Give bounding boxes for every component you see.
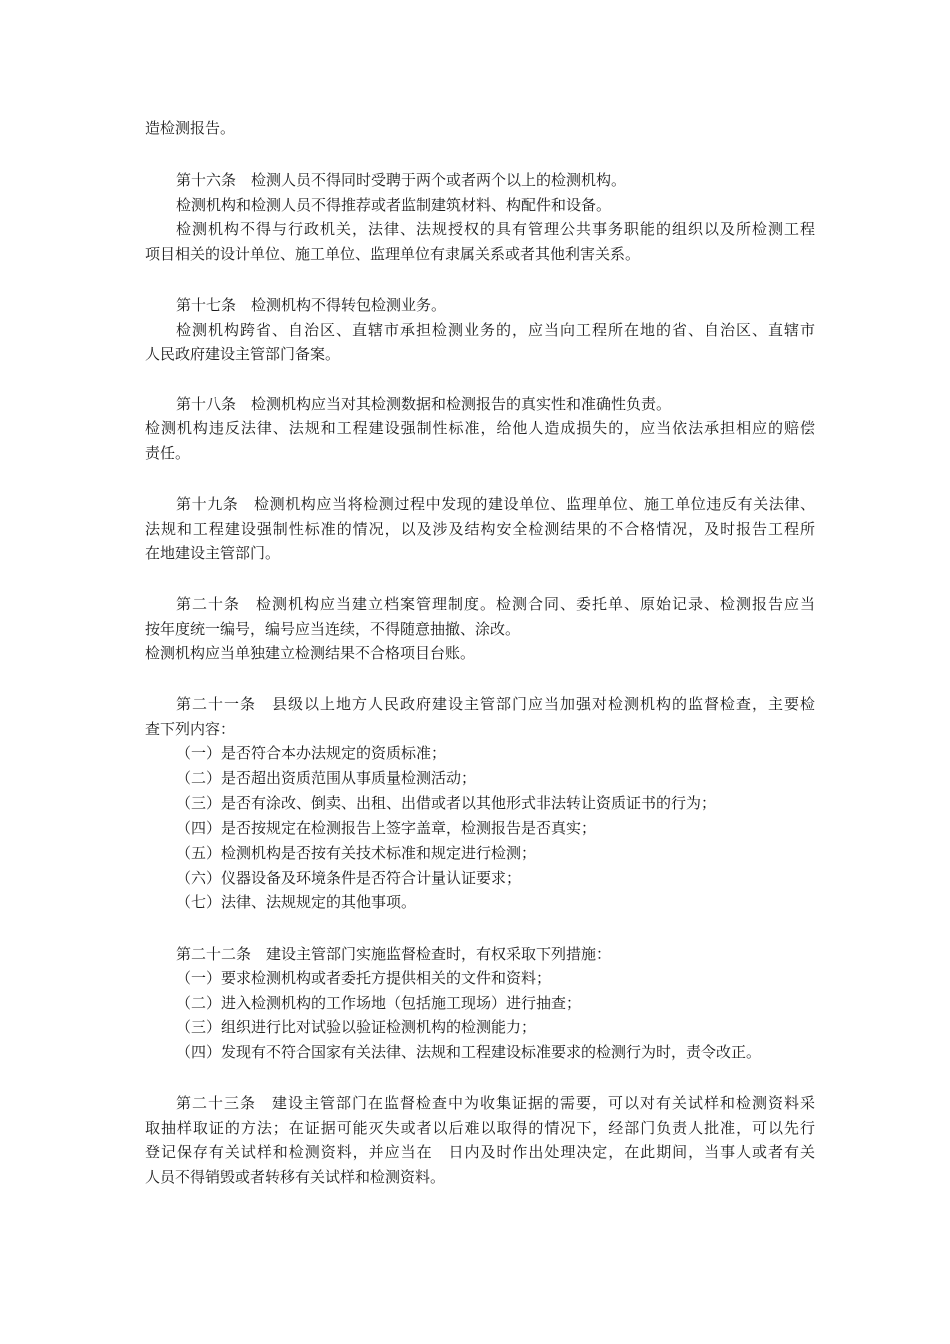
article-21-para: 查下列内容： [145, 720, 236, 738]
article-23-heading: 第二十三条 建设主管部门在监督检查中为收集证据的需要，可以对有关试样和检测资料采 [176, 1094, 815, 1112]
list-item: （二）进入检测机构的工作场地（包括施工现场）进行抽查； [176, 994, 582, 1012]
list-item: （二）是否超出资质范围从事质量检测活动； [176, 769, 477, 787]
article-16-heading: 第十六条 检测人员不得同时受聘于两个或者两个以上的检测机构。 [176, 171, 627, 189]
article-23-para: 取抽样取证的方法；在证据可能灭失或者以后难以取得的情况下，经部门负责人批准，可以先行 [145, 1119, 815, 1137]
list-item: （三）组织进行比对试验以验证检测机构的检测能力； [176, 1018, 537, 1036]
article-18-heading: 第十八条 检测机构应当对其检测数据和检测报告的真实性和准确性负责。 [176, 395, 672, 413]
article-18-para: 检测机构违反法律、法规和工程建设强制性标准，给他人造成损失的，应当依法承担相应的赔偿 [145, 419, 815, 437]
list-item: （一）是否符合本办法规定的资质标准； [176, 744, 447, 762]
list-item: （七）法律、法规规定的其他事项。 [176, 893, 417, 911]
article-22-heading: 第二十二条 建设主管部门实施监督检查时，有权采取下列措施： [176, 945, 612, 963]
list-item: （五）检测机构是否按有关技术标准和规定进行检测； [176, 844, 537, 862]
article-23-para: 登记保存有关试样和检测资料，并应当在 日内及时作出处理决定，在此期间，当事人或者有关 [145, 1143, 815, 1161]
article-21-heading: 第二十一条 县级以上地方人民政府建设主管部门应当加强对检测机构的监督检查，主要检 [176, 695, 815, 713]
article-16-para: 检测机构和检测人员不得推荐或者监制建筑材料、构配件和设备。 [176, 196, 612, 214]
article-16-para: 项目相关的设计单位、施工单位、监理单位有隶属关系或者其他利害关系。 [145, 245, 641, 263]
article-20-para: 按年度统一编号，编号应当连续，不得随意抽撤、涂改。 [145, 620, 521, 638]
article-17-heading: 第十七条 检测机构不得转包检测业务。 [176, 296, 447, 314]
list-item: （六）仪器设备及环境条件是否符合计量认证要求； [176, 869, 522, 887]
article-17-para: 人民政府建设主管部门备案。 [145, 345, 341, 363]
article-19-para: 法规和工程建设强制性标准的情况，以及涉及结构安全检测结果的不合格情况，及时报告工程所 [145, 520, 815, 538]
list-item: （一）要求检测机构或者委托方提供相关的文件和资料； [176, 969, 552, 987]
article-15-continuation: 造检测报告。 [145, 119, 236, 137]
list-item: （四）是否按规定在检测报告上签字盖章，检测报告是否真实； [176, 819, 597, 837]
article-19-heading: 第十九条 检测机构应当将检测过程中发现的建设单位、监理单位、施工单位违反有关法律、 [176, 495, 815, 513]
article-16-para: 检测机构不得与行政机关，法律、法规授权的具有管理公共事务职能的组织以及所检测工程 [176, 220, 815, 238]
article-17-para: 检测机构跨省、自治区、直辖市承担检测业务的，应当向工程所在地的省、自治区、直辖市 [176, 321, 815, 339]
article-20-para: 检测机构应当单独建立检测结果不合格项目台账。 [145, 644, 476, 662]
article-23-para: 人员不得销毁或者转移有关试样和检测资料。 [145, 1168, 446, 1186]
list-item: （四）发现有不符合国家有关法律、法规和工程建设标准要求的检测行为时，责令改正。 [176, 1043, 762, 1061]
article-20-heading: 第二十条 检测机构应当建立档案管理制度。检测合同、委托单、原始记录、检测报告应当 [176, 595, 815, 613]
list-item: （三）是否有涂改、倒卖、出租、出借或者以其他形式非法转让资质证书的行为； [176, 794, 717, 812]
article-18-para: 责任。 [145, 444, 191, 462]
article-19-para: 在地建设主管部门。 [145, 544, 281, 562]
